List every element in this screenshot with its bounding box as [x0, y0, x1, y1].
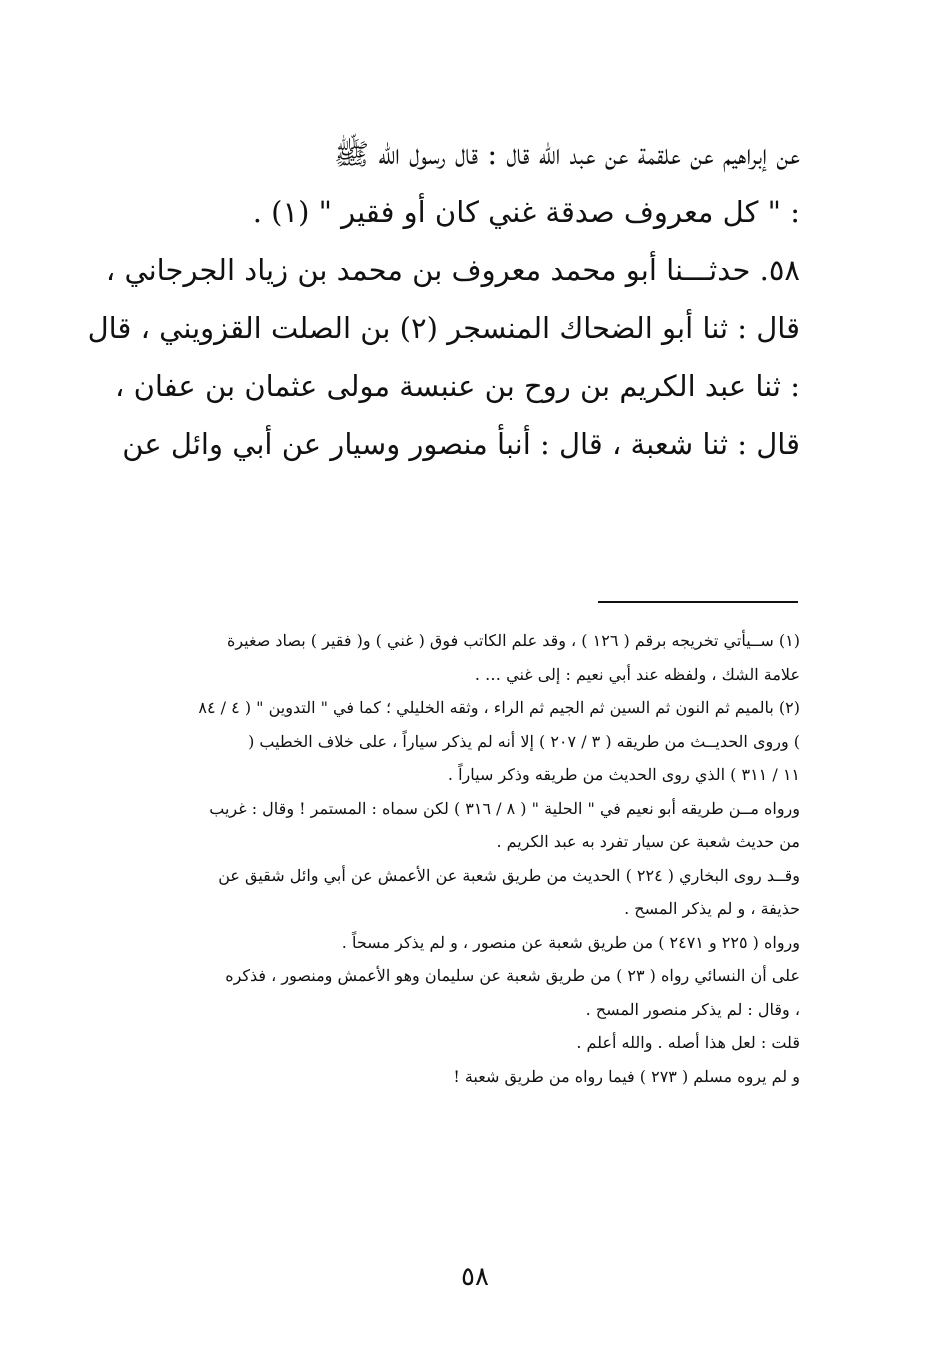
- footnote-line: علامة الشك ، ولفظه عند أبي نعيم : إلى غني … .: [474, 664, 800, 684]
- main-text-line: عن إبراهيم عن علقمة عن عبد الله قال : قال رسول الله ﷺ: [334, 137, 800, 171]
- footnote-separator: [598, 601, 798, 603]
- footnote-line: (١) ســيأتي تخريجه برقم ( ١٢٦ ) ، وقد علم الكاتب فوق ( غني ) و( فقير ) بصاد صغيرة: [226, 631, 800, 650]
- main-text-line: : " كل معروف صدقة غني كان أو فقير " (١) .: [252, 195, 800, 229]
- main-text-line: قال : ثنا شعبة ، قال : أنبأ منصور وسيار عن أبي وائل عن: [122, 427, 800, 461]
- main-text-line: قال : ثنا أبو الضحاك المنسجر (٢) بن الصلت القزويني ، قال: [87, 311, 800, 345]
- footnote-line: حذيفة ، و لم يذكر المسح .: [624, 899, 800, 918]
- footnote-line: قلت : لعل هذا أصله . والله أعلم .: [576, 1033, 800, 1052]
- footnote-line: على أن النسائي رواه ( ٢٣ ) من طريق شعبة عن سليمان وهو الأعمش ومنصور ، فذكره: [225, 966, 800, 985]
- footnote-line: ورواه ( ٢٢٥ و ٢٤٧١ ) من طريق شعبة عن منصور ، و لم يذكر مسحاً .: [341, 932, 800, 952]
- main-text-block: [87, 125, 800, 473]
- footnote-line: وقــد روى البخاري ( ٢٢٤ ) الحديث من طريق شعبة عن الأعمش عن أبي وائل شقيق عن: [218, 865, 800, 885]
- page-number: ٥٨: [461, 1262, 489, 1292]
- footnote-line: من حديث شعبة عن سيار تفرد به عبد الكريم .: [496, 832, 800, 851]
- footnote-line: ، وقال : لم يذكر منصور المسح .: [585, 999, 800, 1019]
- footnote-line: و لم يروه مسلم ( ٢٧٣ ) فيما رواه من طريق شعبة !: [453, 1066, 800, 1086]
- footnote-line: ١١ / ٣١١ ) الذي روى الحديث من طريقه وذكر سياراً .: [447, 765, 800, 784]
- main-text-line: ٥٨. حدثـــنا أبو محمد معروف بن محمد بن زياد الجرجاني ،: [105, 253, 800, 287]
- footnote-line: (٢) بالميم ثم النون ثم السين ثم الجيم ثم الراء ، وثقه الخليلي ؛ كما في " التدوين " ( ٤ / ٨٤: [198, 698, 800, 717]
- footnote-line: ) وروى الحديــث من طريقه ( ٣ / ٢٠٧ ) إلا أنه لم يذكر سياراً ، على خلاف الخطيب (: [248, 731, 800, 751]
- footnote-line: ورواه مــن طريقه أبو نعيم في " الحلية " ( ٨ / ٣١٦ ) لكن سماه : المستمر ! وقال : غريب: [209, 798, 800, 818]
- main-text-line: : ثنا عبد الكريم بن روح بن عنبسة مولى عثمان بن عفان ،: [115, 369, 800, 403]
- footnotes-block: [140, 624, 800, 1093]
